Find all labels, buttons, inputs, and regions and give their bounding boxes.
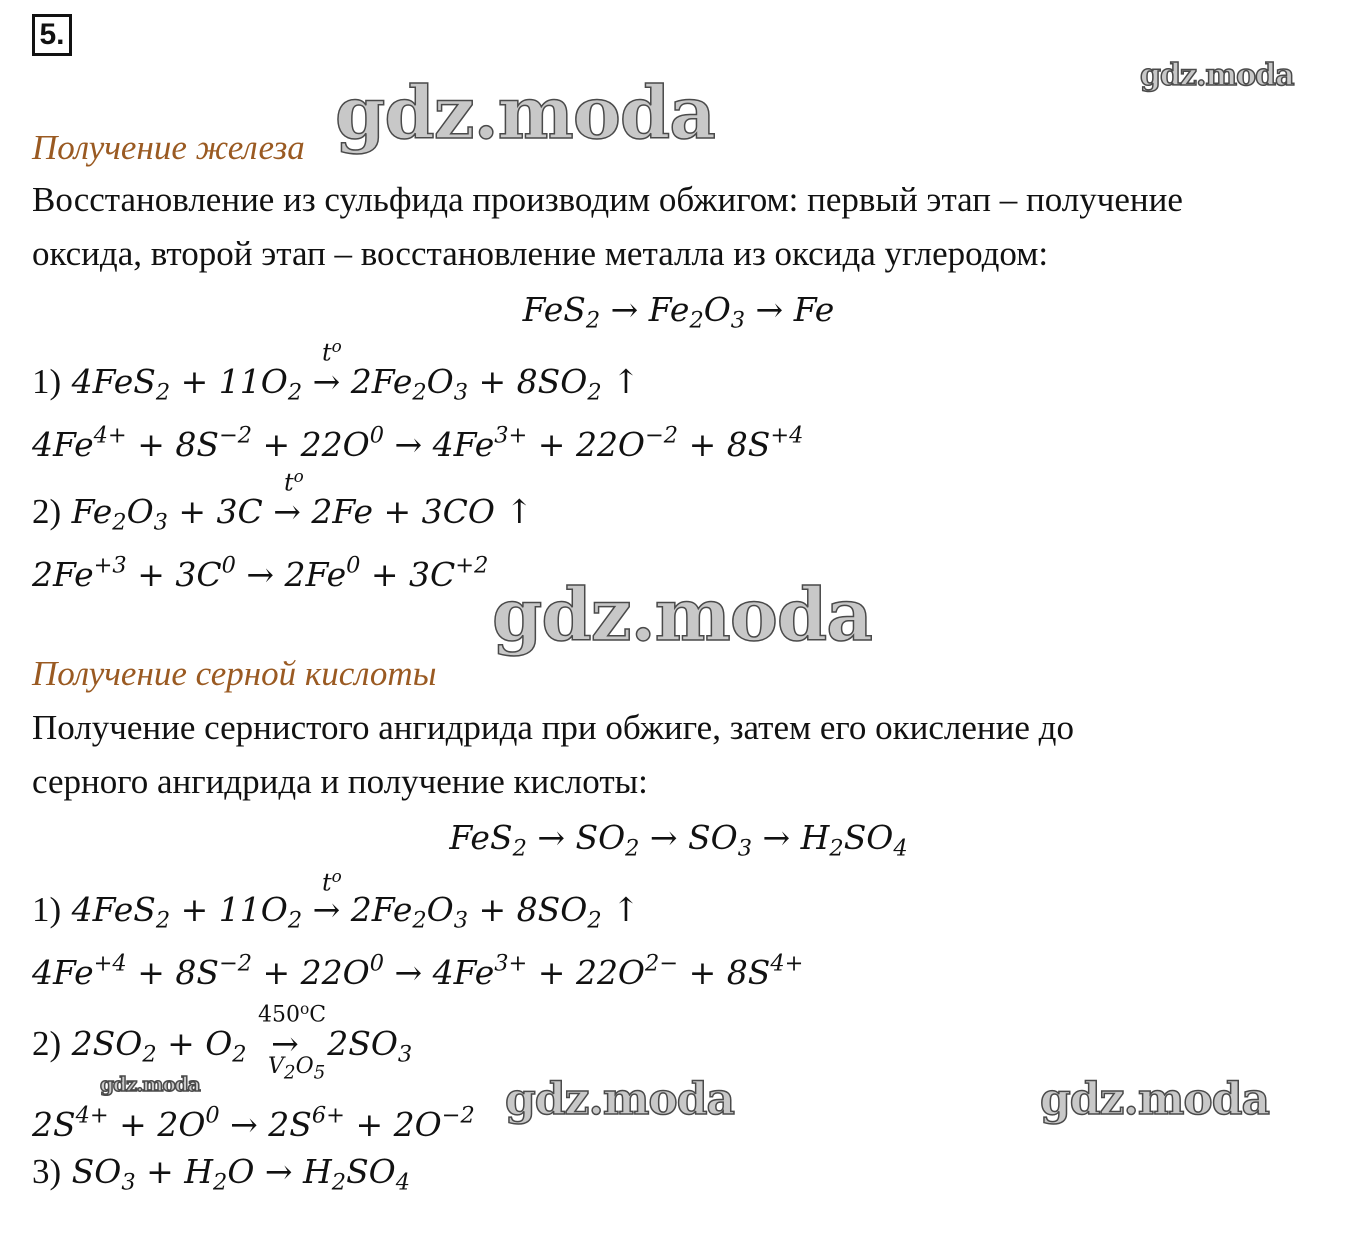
reaction-arrow-icon: → bbox=[271, 1024, 299, 1063]
equation-right-side: $2SO_3$ bbox=[327, 1024, 413, 1068]
equation-number: 2) bbox=[32, 492, 62, 531]
watermark-middle: gdz.moda bbox=[492, 572, 872, 657]
ionic-formula: $4Fe^{+4} + 8S^{-2} + 22O^0 \to 4Fe^{3+} + 22O^{2-} + 8S^{4+}$ bbox=[32, 951, 804, 993]
watermark-bottom-center: gdz.moda bbox=[505, 1074, 735, 1125]
equation-iron-2 bbox=[32, 492, 533, 543]
equation-number: 2) bbox=[32, 1024, 62, 1063]
equation-formula: $SO_3 + H_2O \to H_2SO_4$ bbox=[71, 1152, 411, 1196]
scheme-acid-formula: $FeS_2 \to SO_2 \to SO_3 \to H_2SO_4$ bbox=[449, 818, 908, 862]
equation-acid-1 bbox=[32, 890, 640, 941]
condition-catalyst: $V_2O_5$ bbox=[268, 1054, 326, 1084]
equation-left-side: $2SO_2 + O_2$ bbox=[71, 1024, 247, 1068]
heading-sulfuric-acid: Получение серной кислоты bbox=[32, 654, 437, 693]
equation-acid-2-ionic bbox=[32, 1096, 475, 1145]
heading-iron: Получение железа bbox=[32, 128, 305, 167]
condition-heat-1: $t^o$ bbox=[322, 336, 342, 367]
condition-heat-3: $t^o$ bbox=[322, 866, 342, 897]
equation-number: 3) bbox=[32, 1152, 62, 1191]
equation-number: 1) bbox=[32, 362, 62, 401]
scheme-iron-formula: $FeS_2 \to Fe_2O_3 \to Fe$ bbox=[522, 290, 835, 334]
watermark-top-right: gdz.moda bbox=[1140, 58, 1294, 93]
equation-iron-2-ionic bbox=[32, 546, 488, 595]
watermark-top: gdz.moda bbox=[335, 70, 715, 155]
watermark-bottom-right: gdz.moda bbox=[1040, 1074, 1270, 1125]
ionic-formula: $2S^{4+} + 2O^0 \to 2S^{6+} + 2O^{-2}$ bbox=[32, 1103, 475, 1145]
ionic-formula: $2Fe^{+3} + 3C^0 \to 2Fe^0 + 3C^{+2}$ bbox=[32, 553, 489, 595]
ionic-formula: $4Fe^{4+} + 8S^{-2} + 22O^0 \to 4Fe^{3+} + 22O^{-2} + 8S^{+4}$ bbox=[32, 423, 804, 465]
paragraph-acid-line1: Получение сернистого ангидрида при обжиге, затем его окисление до bbox=[32, 708, 1074, 747]
paragraph-iron-line1: Восстановление из сульфида производим обжигом: первый этап – получение bbox=[32, 180, 1183, 219]
equation-number: 1) bbox=[32, 890, 62, 929]
condition-temperature: 450$^o$C bbox=[258, 1000, 327, 1028]
paragraph-iron-line2: оксида, второй этап – восстановление металла из оксида углеродом: bbox=[32, 234, 1049, 273]
watermark-small: gdz.moda bbox=[100, 1072, 200, 1096]
equation-formula: $4FeS_2 + 11O_2 \to 2Fe_2O_3 + 8SO_2$ ↑ bbox=[71, 890, 640, 934]
equation-formula: $4FeS_2 + 11O_2 \to 2Fe_2O_3 + 8SO_2$ ↑ bbox=[71, 362, 640, 406]
equation-formula: $Fe_2O_3 + 3C \to 2Fe + 3CO$ ↑ bbox=[71, 492, 534, 536]
paragraph-acid-line2: серного ангидрида и получение кислоты: bbox=[32, 762, 648, 801]
condition-heat-2: $t^o$ bbox=[284, 466, 304, 497]
equation-iron-1 bbox=[32, 362, 640, 413]
scheme-acid bbox=[0, 818, 1357, 869]
equation-iron-1-ionic bbox=[32, 416, 803, 465]
equation-acid-2 bbox=[32, 1024, 412, 1075]
equation-acid-1-ionic bbox=[32, 944, 803, 993]
equation-acid-3 bbox=[32, 1152, 410, 1203]
task-number: 5. bbox=[32, 14, 72, 56]
scheme-iron bbox=[0, 290, 1357, 341]
